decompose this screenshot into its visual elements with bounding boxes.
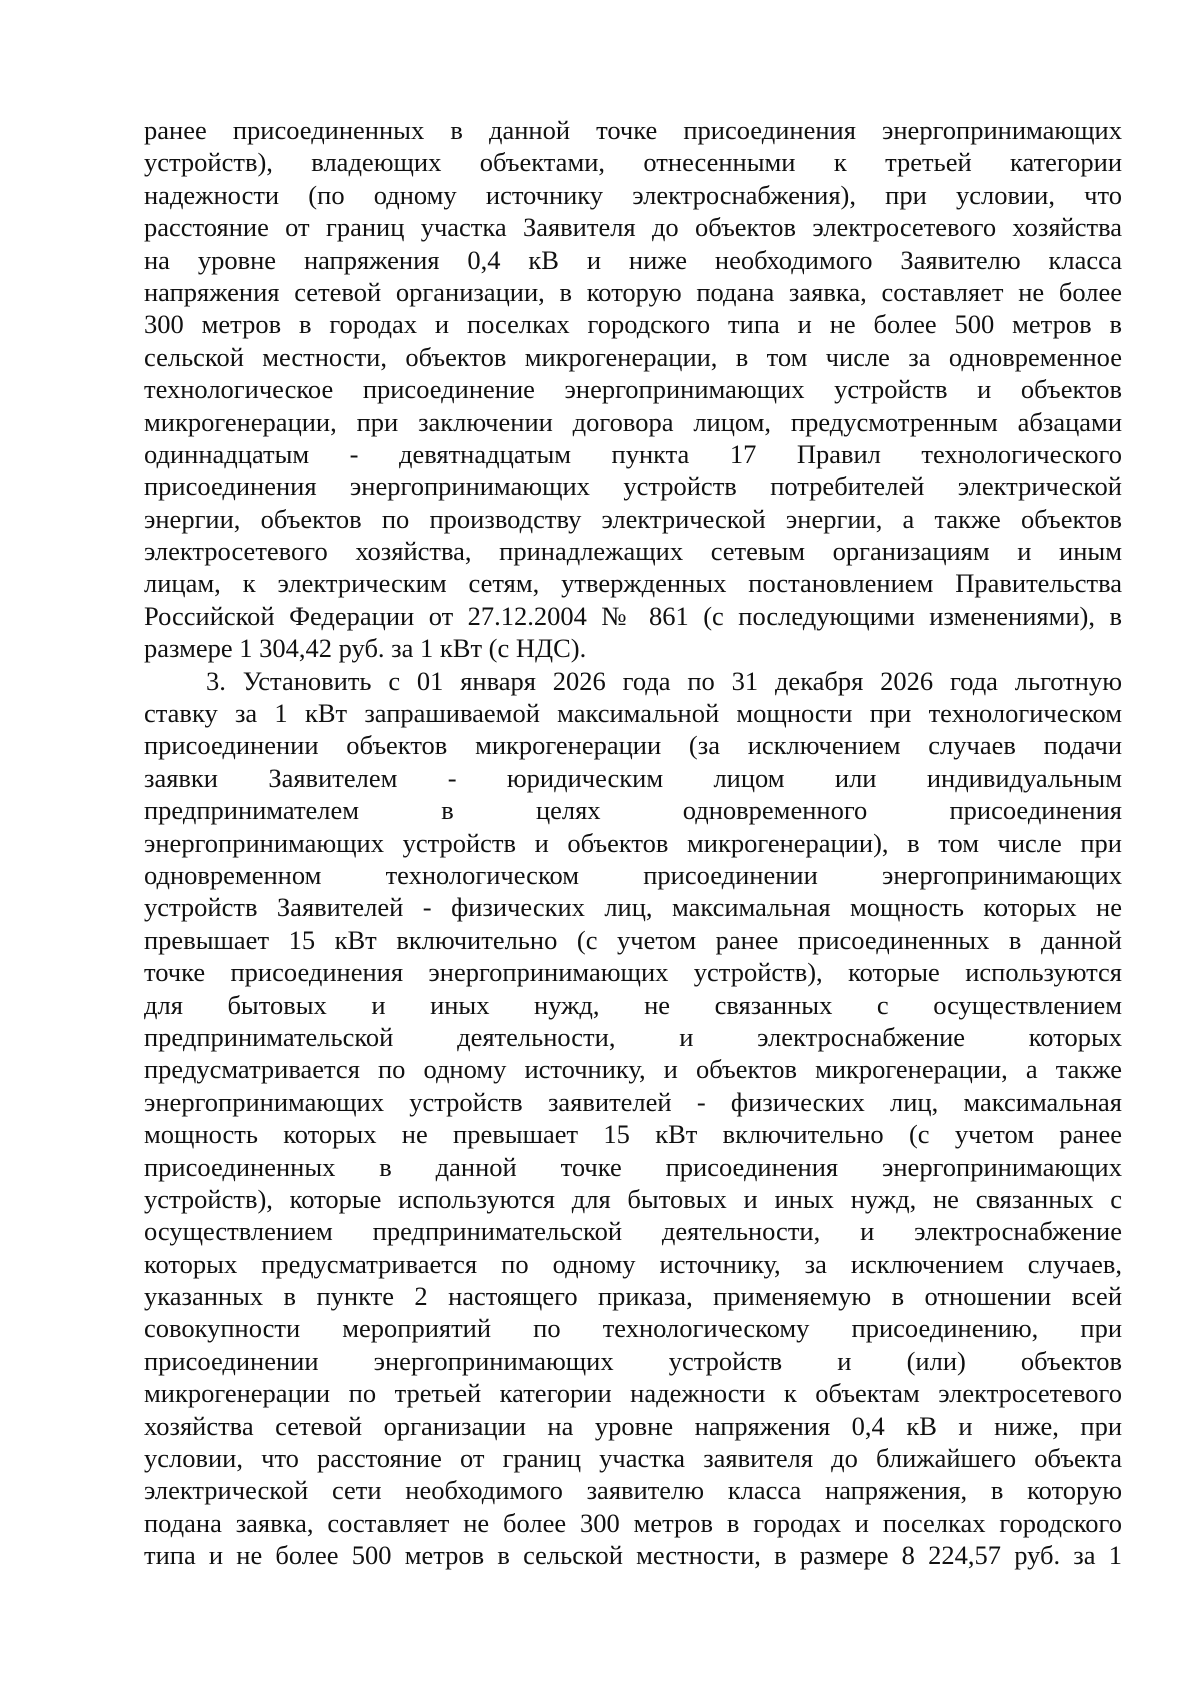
text-line: размере 1 304,42 руб. за 1 кВт (с НДС).	[144, 633, 587, 664]
text-line: напряжения сетевой организации, в которую подана заявка, составляет не более	[144, 276, 1122, 307]
text-line: заявки Заявителем - юридическим лицом или индивидуальным	[144, 762, 1122, 793]
text-line: превышает 15 кВт включительно (с учетом ранее присоединенных в данной	[144, 924, 1122, 955]
text-line: электросетевого хозяйства, принадлежащих сетевым организациям и иным	[144, 536, 1122, 567]
text-line: предпринимателем в целях одновременного присоединения	[144, 795, 1122, 826]
text-line: устройств), владеющих объектами, отнесенными к третьей категории	[144, 147, 1122, 178]
text-line: которых предусматривается по одному источнику, за исключением случаев,	[144, 1248, 1122, 1279]
text-line: точке присоединения энергопринимающих устройств), которые используются	[144, 957, 1122, 988]
text-line: Российской Федерации от 27.12.2004 № 861 (с последующими изменениями), в	[144, 600, 1122, 631]
text-line: указанных в пункте 2 настоящего приказа, применяемую в отношении всей	[144, 1281, 1122, 1312]
text-line: устройств Заявителей - физических лиц, максимальная мощность которых не	[144, 892, 1122, 923]
text-line: электрической сети необходимого заявителю класса напряжения, в которую	[144, 1475, 1122, 1506]
text-line: сельской местности, объектов микрогенерации, в том числе за одновременное	[144, 341, 1122, 372]
text-line: присоединении энергопринимающих устройств и (или) объектов	[144, 1345, 1122, 1376]
document-page	[144, 114, 1122, 1572]
text-line: энергопринимающих устройств заявителей - физических лиц, максимальная	[144, 1086, 1122, 1117]
text-line: надежности (по одному источнику электроснабжения), при условии, что	[144, 179, 1122, 210]
text-line: подана заявка, составляет не более 300 метров в городах и поселках городского	[144, 1507, 1122, 1538]
text-line: 300 метров в городах и поселках городского типа и не более 500 метров в	[144, 309, 1122, 340]
text-line: предусматривается по одному источнику, и объектов микрогенерации, а также	[144, 1054, 1122, 1085]
text-line: предпринимательской деятельности, и электроснабжение которых	[144, 1021, 1122, 1052]
text-line: одновременном технологическом присоединении энергопринимающих	[144, 859, 1122, 890]
text-line: энергии, объектов по производству электрической энергии, а также объектов	[144, 503, 1122, 534]
text-line: ставку за 1 кВт запрашиваемой максимальной мощности при технологическом	[144, 698, 1122, 729]
text-line: присоединенных в данной точке присоединения энергопринимающих	[144, 1151, 1122, 1182]
text-line: технологическое присоединение энергопринимающих устройств и объектов	[144, 374, 1122, 405]
text-line: хозяйства сетевой организации на уровне напряжения 0,4 кВ и ниже, при	[144, 1410, 1122, 1441]
text-line: 3. Установить с 01 января 2026 года по 31 декабря 2026 года льготную	[206, 665, 1122, 696]
text-line: микрогенерации по третьей категории надежности к объектам электросетевого	[144, 1378, 1122, 1409]
text-line: совокупности мероприятий по технологическому присоединению, при	[144, 1313, 1122, 1344]
text-line: для бытовых и иных нужд, не связанных с осуществлением	[144, 989, 1122, 1020]
text-line: присоединения энергопринимающих устройств потребителей электрической	[144, 471, 1122, 502]
text-line: энергопринимающих устройств и объектов микрогенерации), в том числе при	[144, 827, 1122, 858]
text-line: микрогенерации, при заключении договора лицом, предусмотренным абзацами	[144, 406, 1122, 437]
text-line: типа и не более 500 метров в сельской местности, в размере 8 224,57 руб. за 1	[144, 1540, 1122, 1571]
text-line: мощность которых не превышает 15 кВт включительно (с учетом ранее	[144, 1119, 1122, 1150]
text-line: лицам, к электрическим сетям, утвержденных постановлением Правительства	[144, 568, 1122, 599]
text-line: на уровне напряжения 0,4 кВ и ниже необходимого Заявителю класса	[144, 244, 1122, 275]
text-line: присоединении объектов микрогенерации (за исключением случаев подачи	[144, 730, 1122, 761]
text-line: осуществлением предпринимательской деятельности, и электроснабжение	[144, 1216, 1122, 1247]
text-line: одиннадцатым - девятнадцатым пункта 17 Правил технологического	[144, 438, 1122, 469]
text-line: устройств), которые используются для бытовых и иных нужд, не связанных с	[144, 1183, 1122, 1214]
text-line: ранее присоединенных в данной точке присоединения энергопринимающих	[144, 115, 1122, 145]
text-line: условии, что расстояние от границ участка заявителя до ближайшего объекта	[144, 1443, 1122, 1474]
text-line: расстояние от границ участка Заявителя до объектов электросетевого хозяйства	[144, 212, 1122, 243]
document-body-text	[144, 114, 1122, 1572]
